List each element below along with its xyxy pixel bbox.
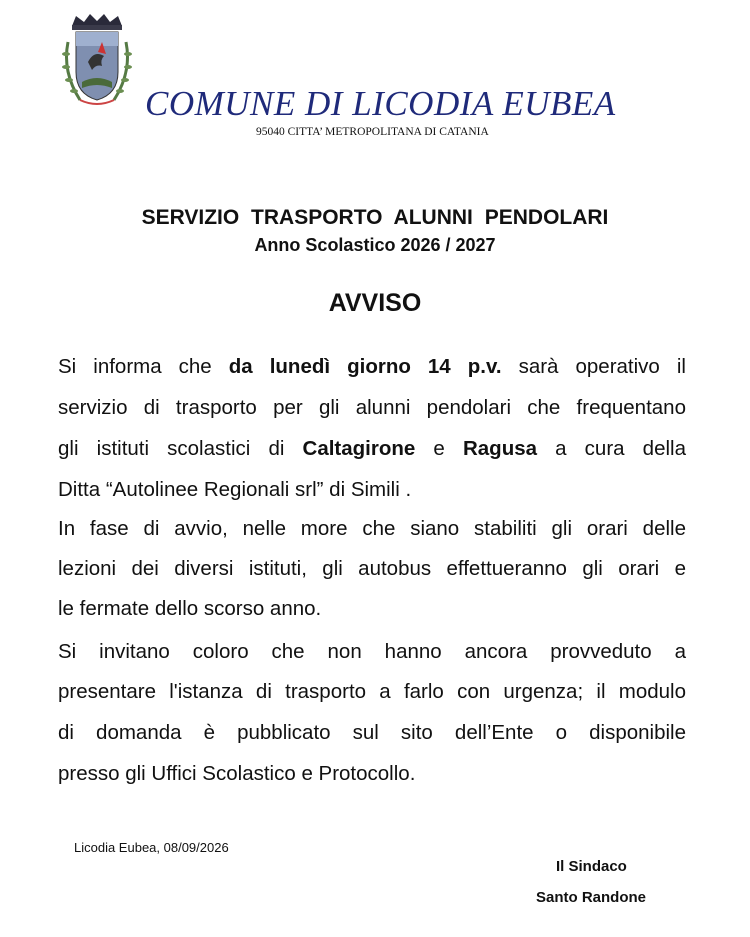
municipality-title: COMUNE DI LICODIA EUBEA (145, 84, 616, 123)
signature-title: Il Sindaco (556, 858, 627, 875)
city-ragusa: Ragusa (462, 437, 538, 460)
signature-name: Santo Randone (536, 889, 647, 906)
body-line-10: di domanda è pubblicato sul sito dell’Ente o disponibile (58, 721, 686, 744)
coat-of-arms-icon (58, 12, 136, 110)
body-line-3: gli istituti scolastici di Caltagirone e Ragusa a cura della (58, 437, 686, 460)
place-date: Licodia Eubea, 08/09/2026 (74, 840, 229, 855)
body-line-7: le fermate dello scorso anno. (58, 597, 322, 620)
body-line-8: Si invitano coloro che non hanno ancora provveduto a (58, 640, 686, 663)
body-line-9: presentare l'istanza di trasporto a farlo con urgenza; il modulo (58, 680, 686, 703)
service-title: SERVIZIO TRASPORTO ALUNNI PENDOLARI (141, 206, 609, 229)
start-date-emphasis: da lunedì giorno 14 p.v. (228, 355, 502, 378)
city-caltagirone: Caltagirone (302, 437, 416, 460)
school-year: Anno Scolastico 2026 / 2027 (254, 235, 496, 255)
body-line-6: lezioni dei diversi istituti, gli autobus effettueranno gli orari e (58, 557, 686, 580)
body-line-2: servizio di trasporto per gli alunni pendolari che frequentano (58, 396, 686, 419)
body-line-5: In fase di avvio, nelle more che siano stabiliti gli orari delle (58, 517, 686, 540)
body-line-1: Si informa che da lunedì giorno 14 p.v. sarà operativo il (58, 355, 686, 378)
municipality-subtitle: 95040 CITTA’ METROPOLITANA DI CATANIA (256, 126, 489, 138)
notice-heading: AVVISO (328, 289, 422, 317)
body-line-11: presso gli Uffici Scolastico e Protocollo. (58, 762, 416, 785)
body-line-4: Ditta “Autolinee Regionali srl” di Simili . (58, 478, 412, 501)
